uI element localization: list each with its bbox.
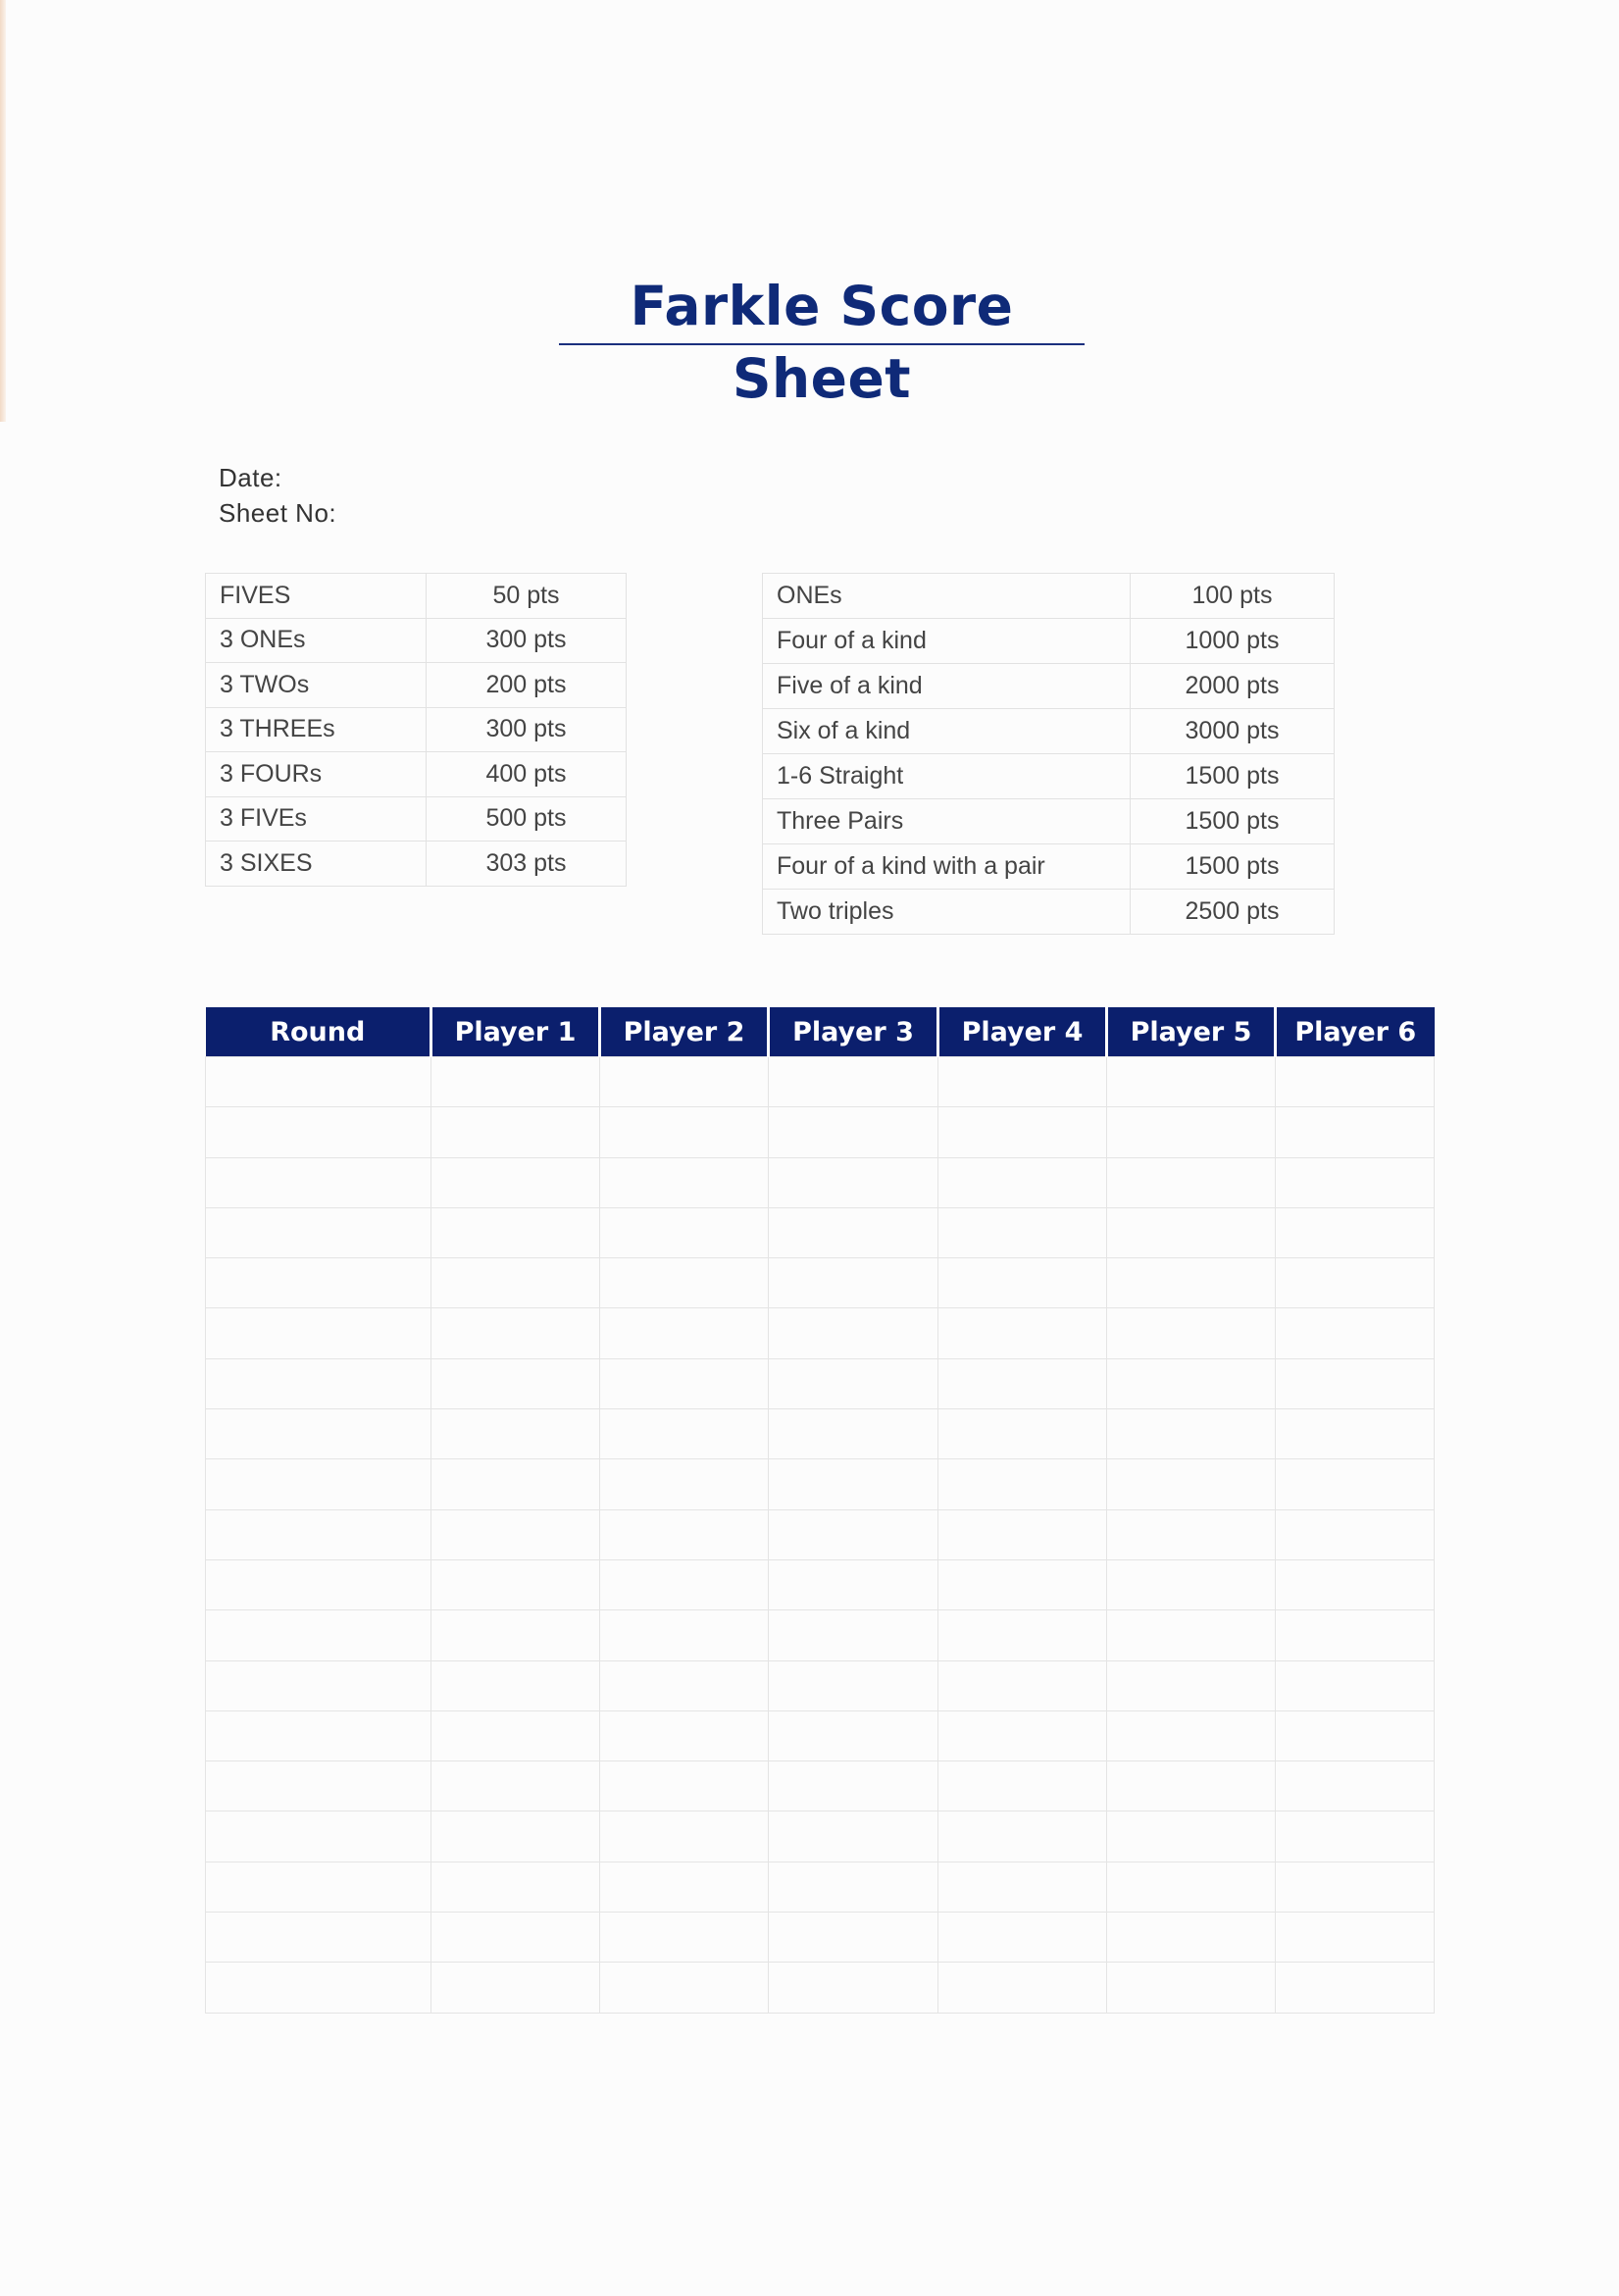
player-score-cell[interactable] [938, 1509, 1107, 1559]
player-score-cell[interactable] [1276, 1107, 1435, 1157]
player-score-cell[interactable] [938, 1660, 1107, 1710]
round-cell[interactable] [206, 1963, 431, 2013]
player-score-cell[interactable] [431, 1559, 600, 1609]
scoring-combo: Four of a kind with a pair [763, 844, 1131, 890]
player-score-cell[interactable] [769, 1811, 938, 1862]
player-score-cell[interactable] [769, 1610, 938, 1660]
scoring-row [206, 796, 627, 842]
scoring-combo: 3 ONEs [206, 618, 427, 663]
column-header-player-4: Player 4 [938, 1007, 1107, 1057]
player-score-cell[interactable] [1107, 1811, 1276, 1862]
scoring-points: 500 pts [427, 796, 627, 842]
player-score-cell[interactable] [769, 1862, 938, 1912]
round-cell[interactable] [206, 1107, 431, 1157]
scoring-row [763, 619, 1335, 664]
score-row [206, 1710, 1435, 1760]
column-header-player-2: Player 2 [600, 1007, 769, 1057]
player-score-cell[interactable] [1107, 1207, 1276, 1257]
player-score-cell[interactable] [600, 1358, 769, 1408]
scoring-combo: 3 TWOs [206, 663, 427, 708]
scoring-points: 400 pts [427, 752, 627, 797]
player-score-cell[interactable] [600, 1509, 769, 1559]
player-score-cell[interactable] [1107, 1157, 1276, 1207]
scoring-combo: ONEs [763, 574, 1131, 619]
round-cell[interactable] [206, 1459, 431, 1509]
scoring-row [206, 707, 627, 752]
round-cell[interactable] [206, 1409, 431, 1459]
scoring-row [206, 618, 627, 663]
player-score-cell[interactable] [600, 1963, 769, 2013]
player-score-cell[interactable] [938, 1963, 1107, 2013]
player-score-cell[interactable] [431, 1509, 600, 1559]
score-row [206, 1509, 1435, 1559]
scoring-combo: Four of a kind [763, 619, 1131, 664]
player-score-cell[interactable] [769, 1258, 938, 1308]
round-cell[interactable] [206, 1811, 431, 1862]
player-score-cell[interactable] [938, 1761, 1107, 1811]
scoring-row [763, 890, 1335, 935]
player-score-cell[interactable] [431, 1610, 600, 1660]
player-score-cell[interactable] [600, 1409, 769, 1459]
player-score-cell[interactable] [600, 1459, 769, 1509]
player-score-cell[interactable] [600, 1207, 769, 1257]
player-score-cell[interactable] [1276, 1258, 1435, 1308]
scoring-combo: 3 SIXES [206, 842, 427, 887]
date-label: Date: [219, 463, 282, 492]
player-score-cell[interactable] [769, 1913, 938, 1963]
page-title: Farkle Score Sheet [630, 275, 1014, 410]
player-score-cell[interactable] [938, 1862, 1107, 1912]
round-cell[interactable] [206, 1559, 431, 1609]
player-score-cell[interactable] [1276, 1660, 1435, 1710]
player-score-cell[interactable] [1107, 1660, 1276, 1710]
player-score-cell[interactable] [1107, 1358, 1276, 1408]
score-row [206, 1107, 1435, 1157]
player-score-cell[interactable] [1276, 1811, 1435, 1862]
scoring-combo: Five of a kind [763, 664, 1131, 709]
player-score-cell[interactable] [1276, 1710, 1435, 1760]
player-score-cell[interactable] [431, 1107, 600, 1157]
player-score-cell[interactable] [600, 1761, 769, 1811]
player-score-cell[interactable] [431, 1459, 600, 1509]
scoring-points: 200 pts [427, 663, 627, 708]
player-score-cell[interactable] [938, 1207, 1107, 1257]
round-cell[interactable] [206, 1358, 431, 1408]
score-row [206, 1913, 1435, 1963]
scoring-combo: Six of a kind [763, 709, 1131, 754]
player-score-cell[interactable] [600, 1057, 769, 1107]
player-score-cell[interactable] [1107, 1610, 1276, 1660]
round-cell[interactable] [206, 1207, 431, 1257]
round-cell[interactable] [206, 1913, 431, 1963]
scoring-points: 1000 pts [1131, 619, 1335, 664]
scoring-row [763, 844, 1335, 890]
player-score-cell[interactable] [431, 1963, 600, 2013]
player-score-cell[interactable] [1107, 1258, 1276, 1308]
player-score-cell[interactable] [1276, 1559, 1435, 1609]
player-score-cell[interactable] [431, 1157, 600, 1207]
player-score-cell[interactable] [938, 1710, 1107, 1760]
player-score-cell[interactable] [1107, 1862, 1276, 1912]
score-row [206, 1811, 1435, 1862]
player-score-cell[interactable] [431, 1258, 600, 1308]
round-cell[interactable] [206, 1308, 431, 1358]
scoring-row [763, 574, 1335, 619]
score-row [206, 1660, 1435, 1710]
title-underline [559, 343, 1085, 345]
player-score-cell[interactable] [1276, 1963, 1435, 2013]
score-row [206, 1207, 1435, 1257]
player-score-cell[interactable] [938, 1811, 1107, 1862]
scoring-row [206, 663, 627, 708]
player-score-cell[interactable] [1276, 1409, 1435, 1459]
player-score-cell[interactable] [1107, 1913, 1276, 1963]
player-score-cell[interactable] [431, 1913, 600, 1963]
scoring-combo: FIVES [206, 574, 427, 619]
scoring-points: 300 pts [427, 618, 627, 663]
player-score-cell[interactable] [600, 1308, 769, 1358]
column-header-player-1: Player 1 [431, 1007, 600, 1057]
player-score-cell[interactable] [938, 1157, 1107, 1207]
player-score-cell[interactable] [938, 1559, 1107, 1609]
scoring-points: 100 pts [1131, 574, 1335, 619]
score-table-body [206, 1057, 1435, 2014]
player-score-cell[interactable] [938, 1409, 1107, 1459]
scoring-row [763, 664, 1335, 709]
scoring-table-left [205, 573, 627, 887]
player-score-cell[interactable] [431, 1057, 600, 1107]
player-score-cell[interactable] [938, 1358, 1107, 1408]
player-score-cell[interactable] [600, 1862, 769, 1912]
score-table-header [206, 1007, 1435, 1057]
player-score-cell[interactable] [1276, 1207, 1435, 1257]
scoring-combo: Two triples [763, 890, 1131, 935]
player-score-cell[interactable] [1107, 1963, 1276, 2013]
round-cell[interactable] [206, 1660, 431, 1710]
column-header-player-5: Player 5 [1107, 1007, 1276, 1057]
player-score-cell[interactable] [769, 1409, 938, 1459]
score-table [205, 1007, 1435, 2014]
player-score-cell[interactable] [1276, 1157, 1435, 1207]
player-score-cell[interactable] [431, 1358, 600, 1408]
player-score-cell[interactable] [431, 1761, 600, 1811]
column-header-player-6: Player 6 [1276, 1007, 1435, 1057]
scoring-points: 2500 pts [1131, 890, 1335, 935]
score-row [206, 1963, 1435, 2013]
round-cell[interactable] [206, 1761, 431, 1811]
scoring-points: 300 pts [427, 707, 627, 752]
player-score-cell[interactable] [769, 1559, 938, 1609]
player-score-cell[interactable] [938, 1913, 1107, 1963]
player-score-cell[interactable] [600, 1811, 769, 1862]
score-row [206, 1761, 1435, 1811]
scoring-row [206, 842, 627, 887]
player-score-cell[interactable] [1107, 1308, 1276, 1358]
scoring-combo: 3 FIVEs [206, 796, 427, 842]
scoring-points: 3000 pts [1131, 709, 1335, 754]
player-score-cell[interactable] [769, 1107, 938, 1157]
player-score-cell[interactable] [938, 1610, 1107, 1660]
scoring-combo: 1-6 Straight [763, 754, 1131, 799]
player-score-cell[interactable] [938, 1057, 1107, 1107]
player-score-cell[interactable] [1107, 1559, 1276, 1609]
scoring-row [763, 709, 1335, 754]
player-score-cell[interactable] [769, 1157, 938, 1207]
player-score-cell[interactable] [600, 1559, 769, 1609]
player-score-cell[interactable] [1107, 1710, 1276, 1760]
column-header-player-3: Player 3 [769, 1007, 938, 1057]
round-cell[interactable] [206, 1710, 431, 1760]
player-score-cell[interactable] [1107, 1459, 1276, 1509]
player-score-cell[interactable] [769, 1963, 938, 2013]
score-row [206, 1409, 1435, 1459]
player-score-cell[interactable] [769, 1207, 938, 1257]
player-score-cell[interactable] [1276, 1509, 1435, 1559]
scoring-combo: Three Pairs [763, 799, 1131, 844]
player-score-cell[interactable] [1276, 1610, 1435, 1660]
score-row [206, 1157, 1435, 1207]
scoring-row [206, 752, 627, 797]
player-score-cell[interactable] [769, 1308, 938, 1358]
player-score-cell[interactable] [1107, 1509, 1276, 1559]
round-cell[interactable] [206, 1057, 431, 1107]
score-row [206, 1358, 1435, 1408]
score-row [206, 1308, 1435, 1358]
round-cell[interactable] [206, 1258, 431, 1308]
player-score-cell[interactable] [600, 1610, 769, 1660]
player-score-cell[interactable] [600, 1258, 769, 1308]
player-score-cell[interactable] [938, 1308, 1107, 1358]
player-score-cell[interactable] [1107, 1761, 1276, 1811]
player-score-cell[interactable] [431, 1710, 600, 1760]
page-edge [0, 0, 6, 422]
scoring-points: 50 pts [427, 574, 627, 619]
score-row [206, 1258, 1435, 1308]
player-score-cell[interactable] [431, 1862, 600, 1912]
round-cell[interactable] [206, 1862, 431, 1912]
scoring-points: 1500 pts [1131, 799, 1335, 844]
player-score-cell[interactable] [431, 1207, 600, 1257]
player-score-cell[interactable] [1107, 1057, 1276, 1107]
player-score-cell[interactable] [1276, 1913, 1435, 1963]
player-score-cell[interactable] [769, 1509, 938, 1559]
scoring-combo: 3 THREEs [206, 707, 427, 752]
player-score-cell[interactable] [769, 1057, 938, 1107]
player-score-cell[interactable] [1276, 1761, 1435, 1811]
player-score-cell[interactable] [600, 1107, 769, 1157]
scoring-points: 1500 pts [1131, 844, 1335, 890]
column-header-round: Round [206, 1007, 431, 1057]
player-score-cell[interactable] [600, 1913, 769, 1963]
player-score-cell[interactable] [600, 1710, 769, 1760]
scoring-points: 303 pts [427, 842, 627, 887]
round-cell[interactable] [206, 1509, 431, 1559]
player-score-cell[interactable] [1276, 1358, 1435, 1408]
player-score-cell[interactable] [769, 1459, 938, 1509]
player-score-cell[interactable] [600, 1157, 769, 1207]
score-row [206, 1559, 1435, 1609]
player-score-cell[interactable] [769, 1660, 938, 1710]
scoring-combo: 3 FOURs [206, 752, 427, 797]
player-score-cell[interactable] [769, 1761, 938, 1811]
player-score-cell[interactable] [938, 1459, 1107, 1509]
player-score-cell[interactable] [769, 1710, 938, 1760]
score-row [206, 1610, 1435, 1660]
score-row [206, 1057, 1435, 1107]
scoring-table-right [762, 573, 1335, 935]
player-score-cell[interactable] [600, 1660, 769, 1710]
scoring-points: 1500 pts [1131, 754, 1335, 799]
round-cell[interactable] [206, 1157, 431, 1207]
player-score-cell[interactable] [1107, 1107, 1276, 1157]
score-row [206, 1459, 1435, 1509]
round-cell[interactable] [206, 1610, 431, 1660]
player-score-cell[interactable] [431, 1308, 600, 1358]
player-score-cell[interactable] [938, 1107, 1107, 1157]
player-score-cell[interactable] [769, 1358, 938, 1408]
player-score-cell[interactable] [1276, 1057, 1435, 1107]
player-score-cell[interactable] [1276, 1308, 1435, 1358]
sheet-number-label: Sheet No: [219, 498, 337, 528]
scoring-row [763, 799, 1335, 844]
score-row [206, 1862, 1435, 1912]
scoring-points: 2000 pts [1131, 664, 1335, 709]
player-score-cell[interactable] [1276, 1862, 1435, 1912]
player-score-cell[interactable] [431, 1660, 600, 1710]
player-score-cell[interactable] [431, 1811, 600, 1862]
player-score-cell[interactable] [938, 1258, 1107, 1308]
scoring-row [763, 754, 1335, 799]
scoring-row [206, 574, 627, 619]
player-score-cell[interactable] [431, 1409, 600, 1459]
player-score-cell[interactable] [1107, 1409, 1276, 1459]
player-score-cell[interactable] [1276, 1459, 1435, 1509]
